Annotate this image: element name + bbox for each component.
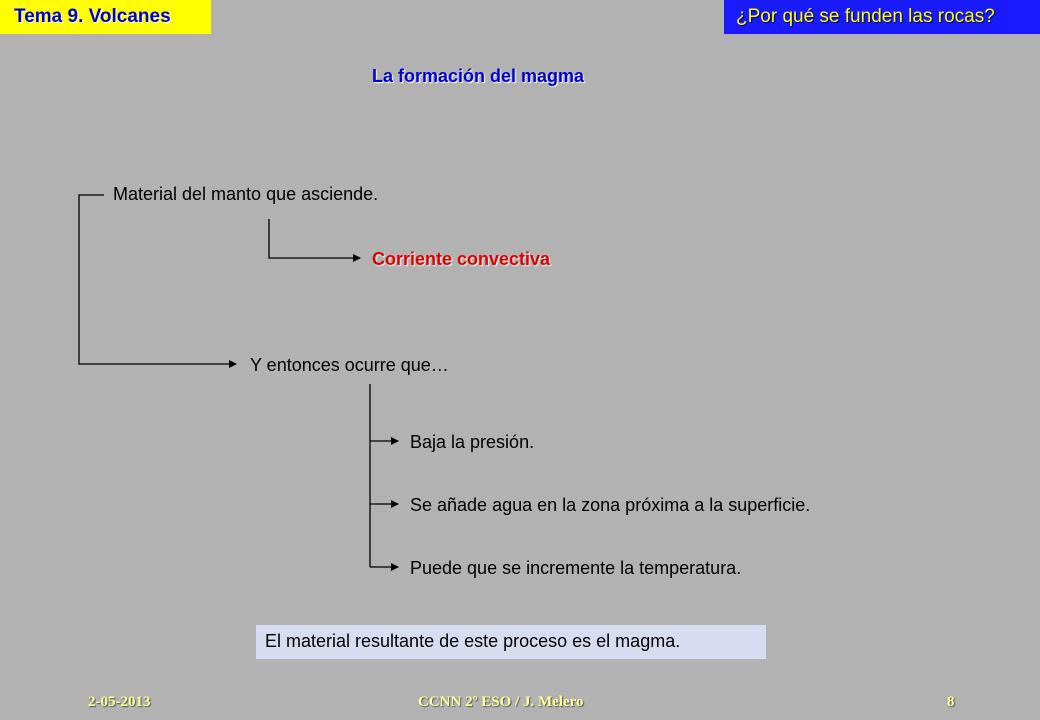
then-text: Y entonces ocurre que… [250, 355, 449, 375]
convective-connector [269, 219, 360, 258]
slide-subtitle: La formación del magma [372, 66, 585, 86]
effect-item: Se añade agua en la zona próxima a la superficie. [410, 495, 811, 515]
mantle-text: Material del manto que asciende. [113, 184, 379, 204]
topic-banner: Tema 9. Volcanes [0, 0, 211, 34]
footer-page-number: 8 [947, 694, 955, 710]
footer-course: CCNN 2º ESO / J. Melero [418, 694, 584, 710]
convective-current-label: Corriente convectiva [372, 249, 551, 269]
mantle-bracket-line [79, 195, 236, 364]
question-banner: ¿Por qué se funden las rocas? [724, 0, 1040, 34]
result-box: El material resultante de este proceso es el magma. [256, 625, 766, 659]
effect-item: Puede que se incremente la temperatura. [410, 558, 742, 578]
footer-date: 2-05-2013 [88, 694, 151, 710]
effect-item: Baja la presión. [410, 432, 535, 452]
